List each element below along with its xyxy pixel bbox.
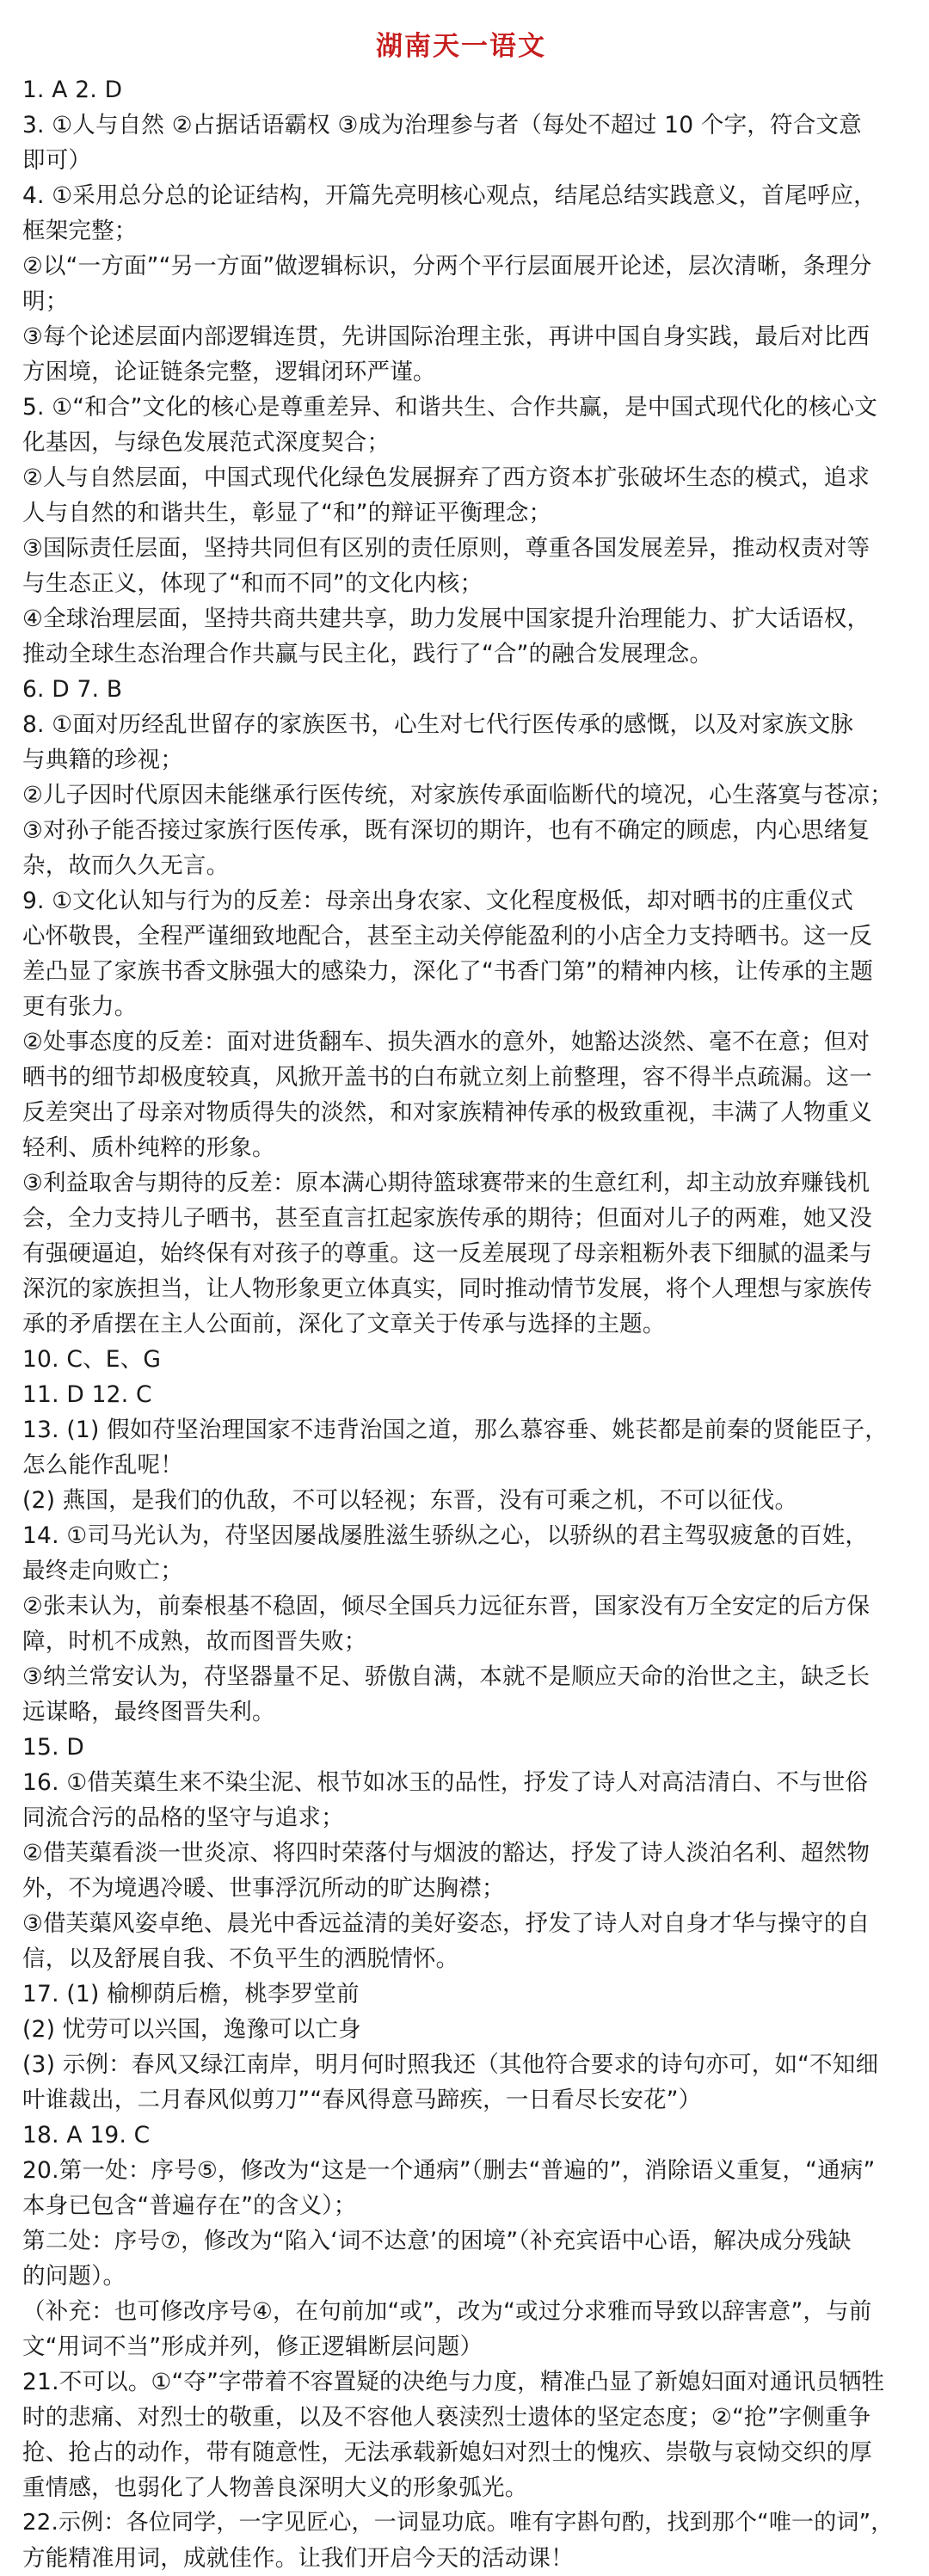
text-line: 17. (1) 榆柳荫后檐，桃李罗堂前 <box>22 1981 360 2007</box>
text-line: 4. ①采用总分总的论证结构，开篇先亮明核心观点，结尾总结实践意义，首尾呼应， <box>22 182 877 209</box>
text-line: （补充：也可修改序号④，在句前加“或”，改为“或过分求雅而导致以辞害意”，与前 <box>22 2298 872 2325</box>
text-line: 5. ①“和合”文化的核心是尊重差异、和谐共生、合作共赢，是中国式现代化的核心文 <box>22 394 877 421</box>
text-line: 化基因，与绿色发展范式深度契合； <box>22 429 391 456</box>
text-line: ③借芙蕖风姿卓绝、晨光中香远益清的美好姿态，抒发了诗人对自身才华与操守的自 <box>22 1910 871 1937</box>
text-line: 怎么能作乱呢！ <box>22 1452 183 1479</box>
text-line: ③每个论述层面内部逻辑连贯，先讲国际治理主张，再讲中国自身实践，最后对比西 <box>22 323 871 350</box>
text-line: 抢、抢占的动作，带有随意性，无法承载新媳妇对烈士的愧疚、崇敬与哀恸交织的厚 <box>22 2439 872 2466</box>
text-line: 11. D 12. C <box>22 1381 152 1408</box>
text-line: 承的矛盾摆在主人公面前，深化了文章关于传承与选择的主题。 <box>22 1311 666 1337</box>
text-line: 会，全力支持儿子晒书，甚至直言扛起家族传承的期待；但面对儿子的两难，她又没 <box>22 1205 872 1232</box>
text-line: (2) 忧劳可以兴国，逸豫可以亡身 <box>22 2016 361 2043</box>
text-line: 更有张力。 <box>22 993 138 1020</box>
text-line: 13. (1) 假如苻坚治理国家不违背治国之道，那么慕容垂、姚苌都是前秦的贤能臣子， <box>22 1417 888 1443</box>
text-line: 深沉的家族担当，让人物形象更立体真实，同时推动情节发展，将个人理想与家族传 <box>22 1276 872 1302</box>
text-line: 即可） <box>22 147 92 174</box>
text-line: ④全球治理层面，坚持共商共建共享，助力发展中国家提升治理能力、扩大话语权， <box>22 606 871 632</box>
text-line: 1. A 2. D <box>22 77 123 103</box>
text-line: 同流合污的品格的坚守与追求； <box>22 1804 344 1831</box>
text-line: 最终走向败亡； <box>22 1558 183 1584</box>
text-line: 方困境，论证链条完整，逻辑闭环严谨。 <box>22 359 436 385</box>
text-line: 本身已包含“普遍存在”的含义）； <box>22 2192 357 2219</box>
text-line: 远谋略，最终图晋失利。 <box>22 1699 275 1725</box>
text-line: (3) 示例：春风又绿江南岸，明月何时照我还（其他符合要求的诗句亦可，如“不知细 <box>22 2051 879 2078</box>
text-line: 3. ①人与自然 ②占据话语霸权 ③成为治理参与者（每处不超过 10 个字，符合文意 <box>22 112 862 138</box>
page-title: 湖南天一语文 <box>376 31 546 62</box>
text-line: 10. C、E、G <box>22 1346 162 1373</box>
text-line: 方能精准用词，成就佳作。让我们开启今天的活动课！ <box>22 2545 574 2572</box>
text-line: 21.不可以。①“夺”字带着不容置疑的决绝与力度，精准凸显了新媳妇面对通讯员牺牲 <box>22 2369 885 2395</box>
text-line: ②张耒认为，前秦根基不稳固，倾尽全国兵力远征东晋，国家没有万全安定的后方保 <box>22 1593 871 1620</box>
text-line: 与典籍的珍视； <box>22 747 183 773</box>
text-line: 重情感，也弱化了人物善良深明大义的形象弧光。 <box>22 2475 528 2501</box>
text-line: 轻利、质朴纯粹的形象。 <box>22 1134 275 1161</box>
text-line: 与生态正义，体现了“和而不同”的文化内核； <box>22 570 483 597</box>
text-line: 时的悲痛、对烈士的敬重，以及不容他人亵渎烈士遗体的坚定态度；②“抢”字侧重争 <box>22 2404 871 2431</box>
text-line: ③对孙子能否接过家族行医传承，既有深切的期许，也有不确定的顾虑，内心思绪复 <box>22 817 871 844</box>
text-line: 6. D 7. B <box>22 676 123 703</box>
text-line: 人与自然的和谐共生，彰显了“和”的辩证平衡理念； <box>22 500 552 526</box>
text-line: 14. ①司马光认为，苻坚因屡战屡胜滋生骄纵之心，以骄纵的君主驾驭疲惫的百姓， <box>22 1522 869 1549</box>
text-line: (2) 燕国，是我们的仇敌，不可以轻视；东晋，没有可乘之机，不可以征伐。 <box>22 1487 798 1514</box>
text-line: 反差突出了母亲对物质得失的淡然，和对家族精神传承的极致重视，丰满了人物重义 <box>22 1099 872 1126</box>
text-line: 有强硬逼迫，始终保有对孩子的尊重。这一反差展现了母亲粗粝外表下细腻的温柔与 <box>22 1240 872 1267</box>
text-line: 文“用词不当”形成并列，修正逻辑断层问题） <box>22 2333 483 2360</box>
text-line: 20.第一处：序号⑤，修改为“这是一个通病”（删去“普遍的”，消除语义重复，“通病” <box>22 2157 876 2184</box>
text-line: 推动全球生态治理合作共赢与民主化，践行了“合”的融合发展理念。 <box>22 641 713 667</box>
text-line: 15. D <box>22 1734 84 1761</box>
text-line: 叶谁裁出，二月春风似剪刀”“春风得意马蹄疾，一日看尽长安花”） <box>22 2087 702 2113</box>
text-line: ②处事态度的反差：面对进货翻车、损失酒水的意外，她豁达淡然、毫不在意；但对 <box>22 1029 871 1055</box>
answer-key-body <box>22 72 900 2576</box>
text-line: ③纳兰常安认为，苻坚器量不足、骄傲自满，本就不是顺应天命的治世之主，缺乏长 <box>22 1663 871 1690</box>
text-line: 晒书的细节却极度较真，风掀开盖书的白布就立刻上前整理，容不得半点疏漏。这一 <box>22 1064 872 1091</box>
text-line: 障，时机不成熟，故而图晋失败； <box>22 1628 367 1655</box>
text-line: 第二处：序号⑦，修改为“陷入‘词不达意’的困境”（补充宾语中心语，解决成分残缺 <box>22 2228 852 2254</box>
text-line: 信，以及舒展自我、不负平生的洒脱情怀。 <box>22 1946 459 1972</box>
text-line: 22.示例：各位同学，一字见匠心，一词显功底。唯有字斟句酌，找到那个“唯一的词”， <box>22 2510 894 2536</box>
text-line: 18. A 19. C <box>22 2122 151 2149</box>
text-line: ③国际责任层面，坚持共同但有区别的责任原则，尊重各国发展差异，推动权责对等 <box>22 535 871 562</box>
text-line: 差凸显了家族书香文脉强大的感染力，深化了“书香门第”的精神内核，让传承的主题 <box>22 958 874 985</box>
text-line: 框架完整； <box>22 218 138 244</box>
text-line: ③利益取舍与期待的反差：原本满心期待篮球赛带来的生意红利，却主动放弃赚钱机 <box>22 1170 871 1196</box>
text-line: 外，不为境遇冷暖、世事浮沉所动的旷达胸襟； <box>22 1875 505 1902</box>
text-line: ②人与自然层面，中国式现代化绿色发展摒弃了西方资本扩张破坏生态的模式，追求 <box>22 464 871 491</box>
text-line: 8. ①面对历经乱世留存的家族医书，心生对七代行医传承的感慨，以及对家族文脉 <box>22 711 854 738</box>
text-line: 16. ①借芙蕖生来不染尘泥、根节如冰玉的品性，抒发了诗人对高洁清白、不与世俗 <box>22 1769 869 1796</box>
text-line: ②儿子因时代原因未能继承行医传统，对家族传承面临断代的境况，心生落寞与苍凉； <box>22 782 893 808</box>
text-line: 的问题）。 <box>22 2263 126 2290</box>
text-line: ②借芙蕖看淡一世炎凉、将四时荣落付与烟波的豁达，抒发了诗人淡泊名利、超然物 <box>22 1840 871 1866</box>
text-line: 杂，故而久久无言。 <box>22 852 230 879</box>
text-line: 明； <box>22 288 69 315</box>
text-line: 9. ①文化认知与行为的反差：母亲出身农家、文化程度极低，却对晒书的庄重仪式 <box>22 888 854 914</box>
text-line: 心怀敬畏，全程严谨细致地配合，甚至主动关停能盈利的小店全力支持晒书。这一反 <box>22 923 872 950</box>
text-line: ②以“一方面”“另一方面”做逻辑标识，分两个平行层面展开论述，层次清晰，条理分 <box>22 253 872 280</box>
